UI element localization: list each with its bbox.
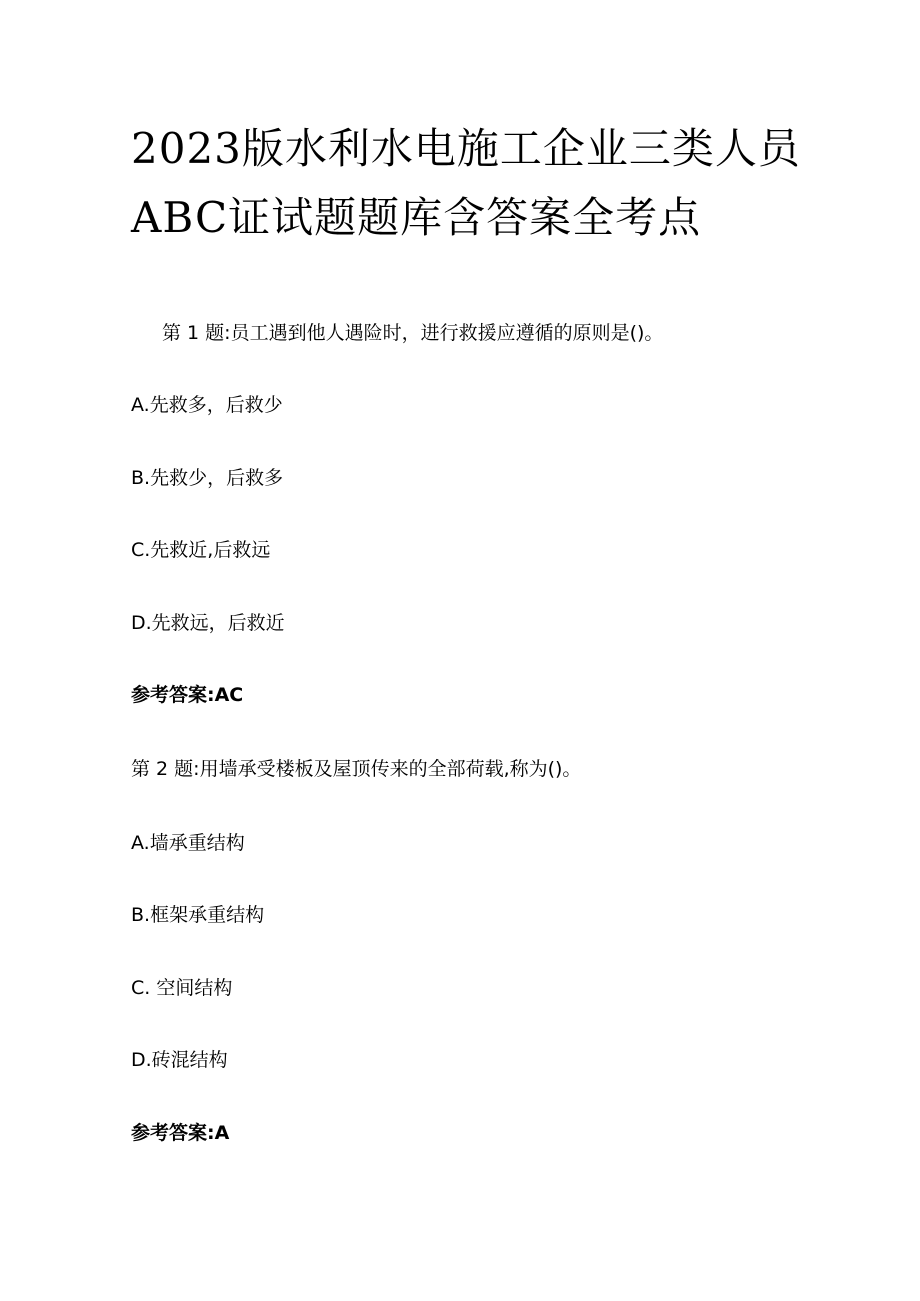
question-1-option-c: C.先救近,后救远	[131, 539, 271, 561]
question-1-option-a: A.先救多，后救少	[131, 394, 283, 416]
question-2-answer: 参考答案:A	[131, 1122, 230, 1144]
question-1-stem: 第 1 题:员工遇到他人遇险时，进行救援应遵循的原则是()。	[162, 322, 664, 344]
question-2-option-b: B.框架承重结构	[131, 904, 265, 926]
question-2-option-c: C. 空间结构	[131, 977, 233, 999]
document-title-line-1: 2023版水利水电施工企业三类人员	[131, 124, 801, 173]
question-2-option-a: A.墙承重结构	[131, 832, 245, 854]
document-title-line-2: ABC证试题题库含答案全考点	[131, 193, 702, 242]
question-1-option-d: D.先救远，后救近	[131, 612, 285, 634]
question-1-option-b: B.先救少，后救多	[131, 467, 284, 489]
question-1-answer: 参考答案:AC	[131, 684, 244, 706]
question-2-option-d: D.砖混结构	[131, 1049, 228, 1071]
question-2-stem: 第 2 题:用墙承受楼板及屋顶传来的全部荷载,称为()。	[131, 758, 582, 780]
